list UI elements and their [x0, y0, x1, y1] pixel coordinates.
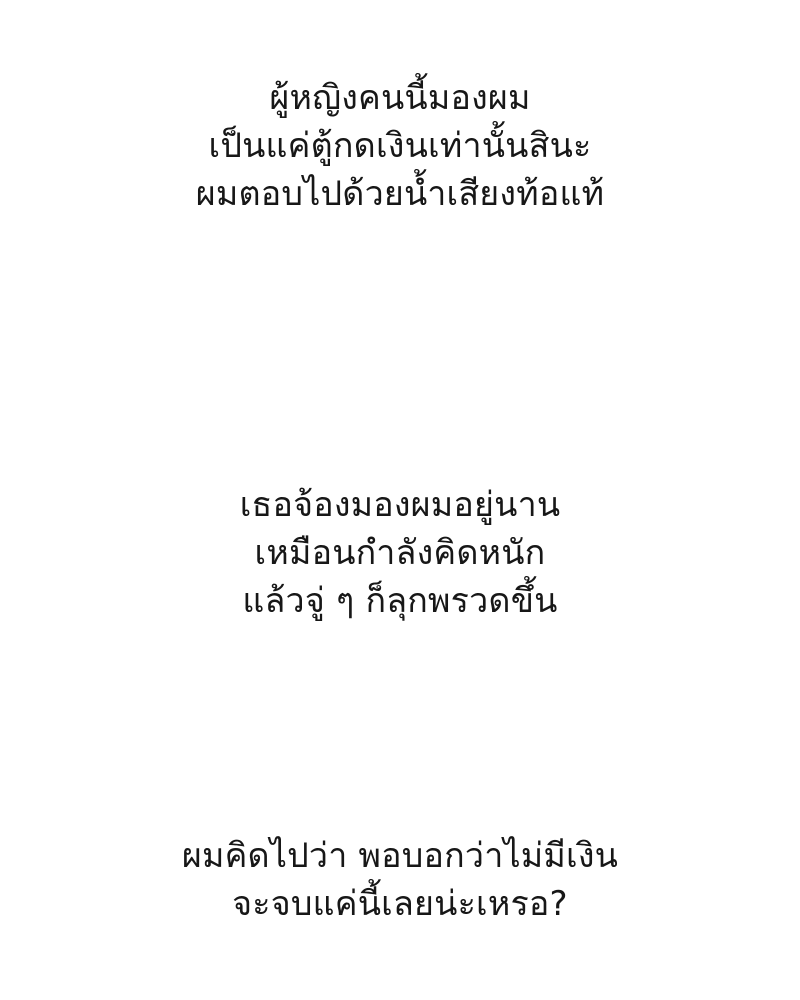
- narration-line: เป็นแค่ตู้กดเงินเท่านั้นสินะ: [208, 126, 592, 166]
- narration-line: เธอจ้องมองผมอยู่นาน: [239, 485, 561, 525]
- narration-line: แล้วจู่ ๆ ก็ลุกพรวดขึ้น: [242, 581, 558, 621]
- narration-line: จะจบแค่นี้เลยน่ะเหรอ?: [232, 884, 568, 924]
- narration-block-1: [0, 74, 800, 218]
- narration-block-2: [0, 481, 800, 625]
- narration-line: ผมตอบไปด้วยน้ำเสียงท้อแท้: [195, 174, 605, 214]
- narration-line: ผมคิดไปว่า พอบอกว่าไม่มีเงิน: [181, 836, 619, 876]
- narration-line: ผู้หญิงคนนี้มองผม: [269, 78, 531, 118]
- narration-block-3: [0, 832, 800, 928]
- narration-line: เหมือนกำลังคิดหนัก: [254, 533, 546, 573]
